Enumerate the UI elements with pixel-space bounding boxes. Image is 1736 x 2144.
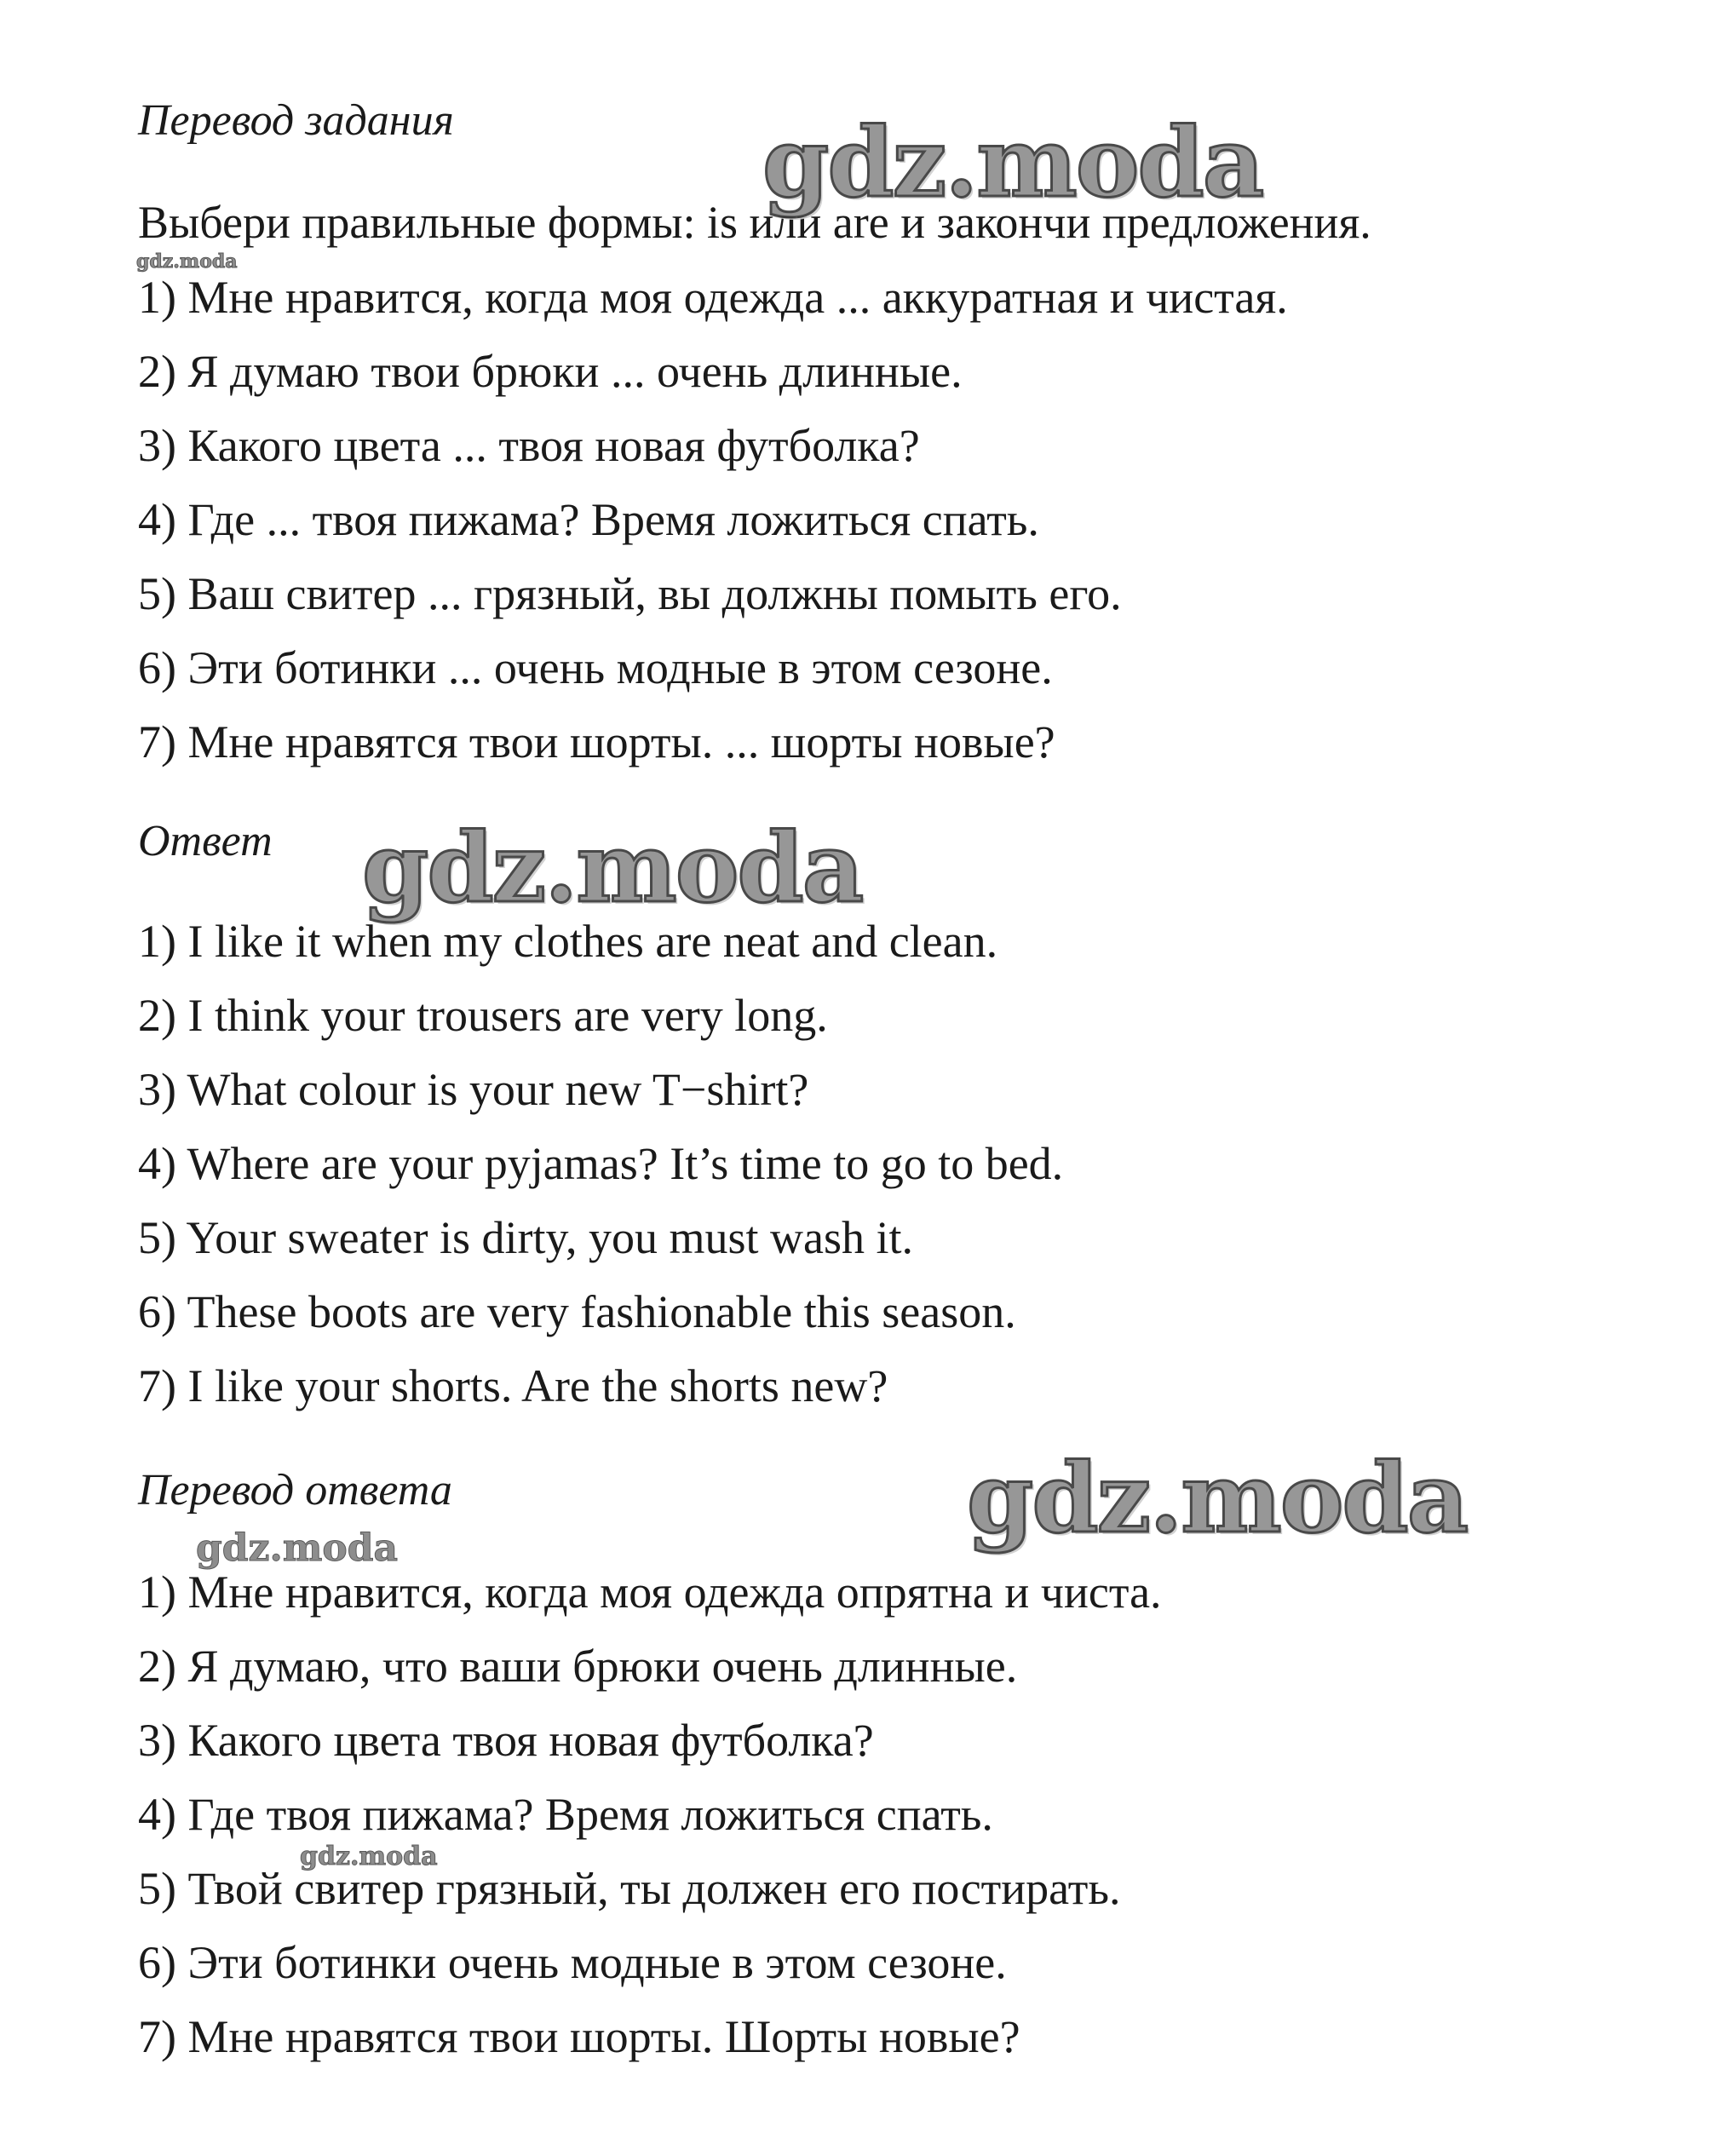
answer-item-6: 6) These boots are very fashionable this season. — [138, 1286, 1016, 1337]
task-heading: Перевод задания — [138, 96, 454, 145]
watermark-logo-3: gdz.moda — [967, 1443, 1468, 1555]
answer-translation-heading: Перевод ответа — [138, 1466, 452, 1515]
task-item-4: 4) Где ... твоя пижама? Время ложиться спать. — [138, 494, 1039, 545]
answer-item-5: 5) Your sweater is dirty, you must wash it. — [138, 1212, 913, 1263]
translation-item-3: 3) Какого цвета твоя новая футболка? — [138, 1715, 874, 1766]
answer-item-1: 1) I like it when my clothes are neat and clean. — [138, 916, 998, 967]
watermark-small-1: gdz.moda — [136, 250, 238, 273]
answer-item-2: 2) I think your trousers are very long. — [138, 990, 828, 1041]
answer-item-7: 7) I like your shorts. Are the shorts new? — [138, 1360, 888, 1411]
task-item-2: 2) Я думаю твои брюки ... очень длинные. — [138, 346, 963, 397]
watermark-small-2: gdz.moda — [196, 1526, 399, 1570]
translation-item-1: 1) Мне нравится, когда моя одежда опрятна и чиста. — [138, 1566, 1162, 1618]
answer-item-3: 3) What colour is your new T−shirt? — [138, 1064, 809, 1115]
task-instruction: Выбери правильные формы: is или are и закончи предложения. — [138, 197, 1371, 248]
watermark-small-3: gdz.moda — [300, 1842, 438, 1871]
translation-item-2: 2) Я думаю, что ваши брюки очень длинные. — [138, 1641, 1018, 1692]
watermark-logo-1: gdz.moda — [762, 107, 1263, 219]
translation-item-4: 4) Где твоя пижама? Время ложиться спать. — [138, 1789, 993, 1840]
watermark-logo-2: gdz.moda — [362, 813, 863, 924]
translation-item-5: 5) Твой свитер грязный, ты должен его постирать. — [138, 1863, 1121, 1914]
task-item-3: 3) Какого цвета ... твоя новая футболка? — [138, 420, 920, 471]
translation-item-7: 7) Мне нравятся твои шорты. Шорты новые? — [138, 2011, 1020, 2062]
answer-heading: Ответ — [138, 817, 273, 865]
task-item-7: 7) Мне нравятся твои шорты. ... шорты новые? — [138, 716, 1055, 767]
task-item-1: 1) Мне нравится, когда моя одежда ... аккуратная и чистая. — [138, 272, 1288, 323]
answer-item-4: 4) Where are your pyjamas? It’s time to go to bed. — [138, 1138, 1064, 1189]
task-item-5: 5) Ваш свитер ... грязный, вы должны помыть его. — [138, 568, 1122, 619]
task-item-6: 6) Эти ботинки ... очень модные в этом сезоне. — [138, 642, 1053, 693]
translation-item-6: 6) Эти ботинки очень модные в этом сезоне. — [138, 1937, 1007, 1988]
